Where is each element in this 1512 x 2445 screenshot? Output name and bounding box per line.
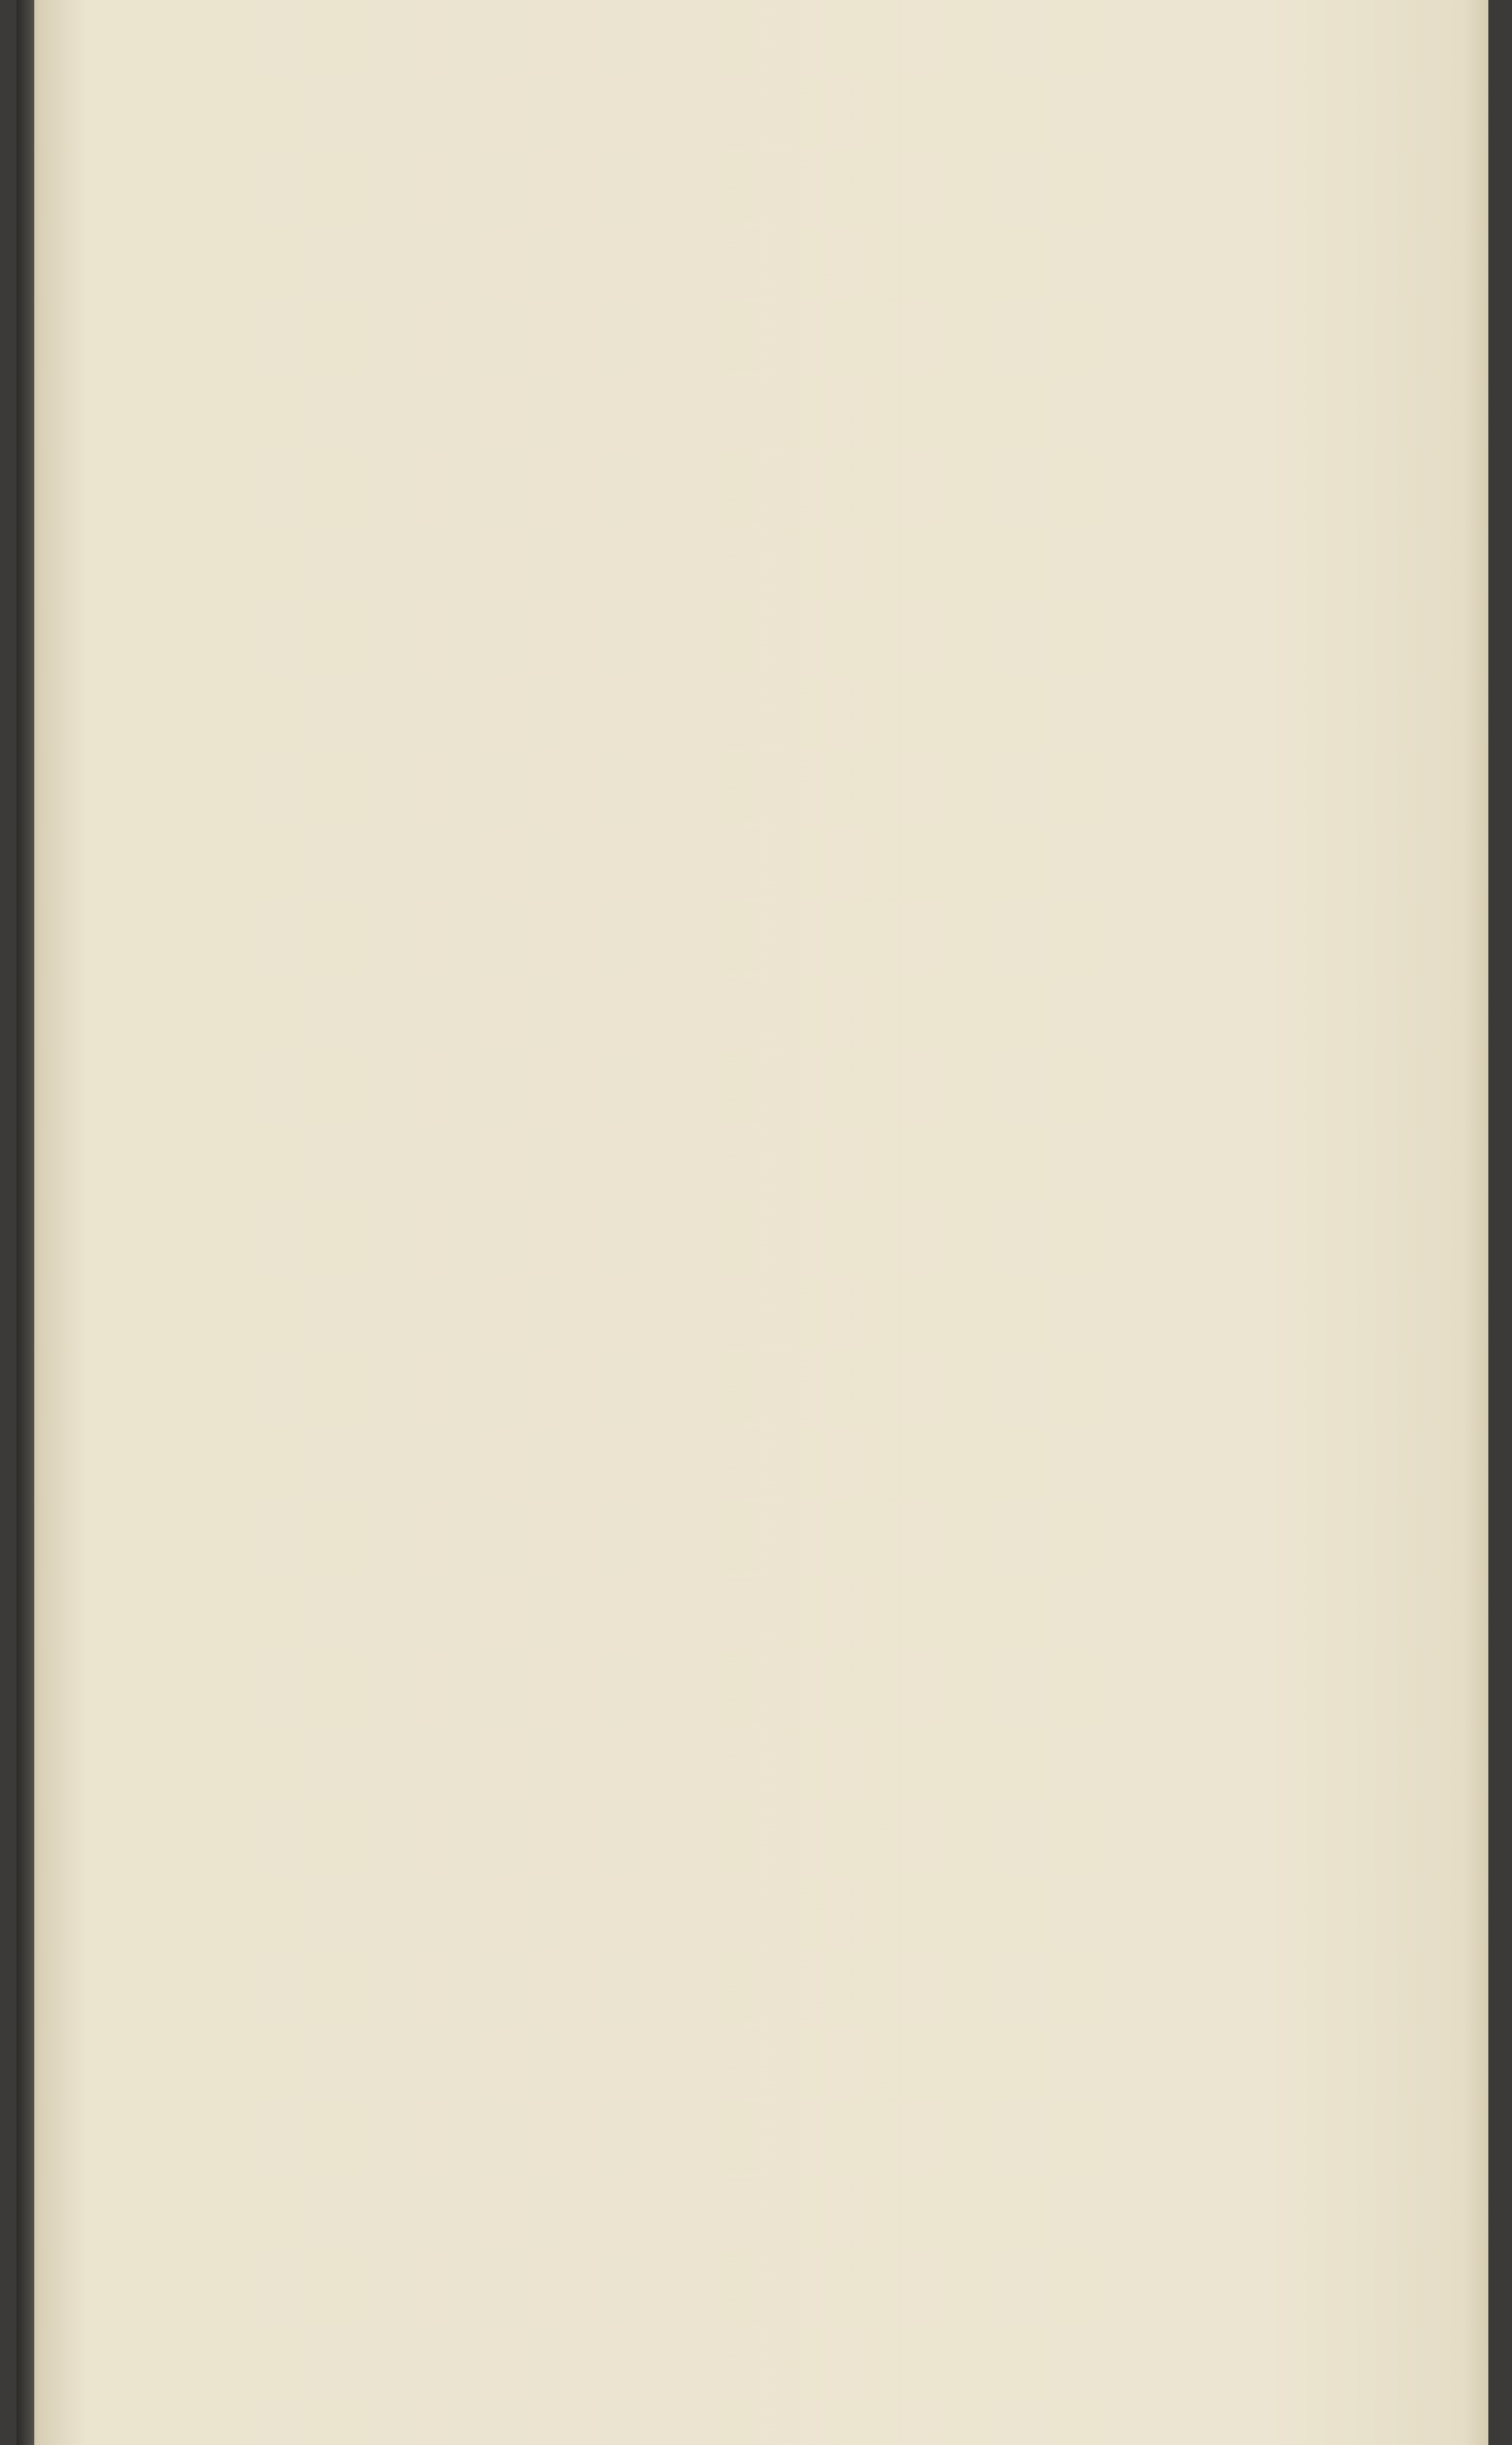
- bleed-through-text: [1080, 171, 1089, 212]
- page-edge: [1465, 0, 1488, 2445]
- book-page: [17, 0, 1488, 2445]
- binding-gutter: [17, 0, 34, 2445]
- page-header: [17, 89, 1488, 138]
